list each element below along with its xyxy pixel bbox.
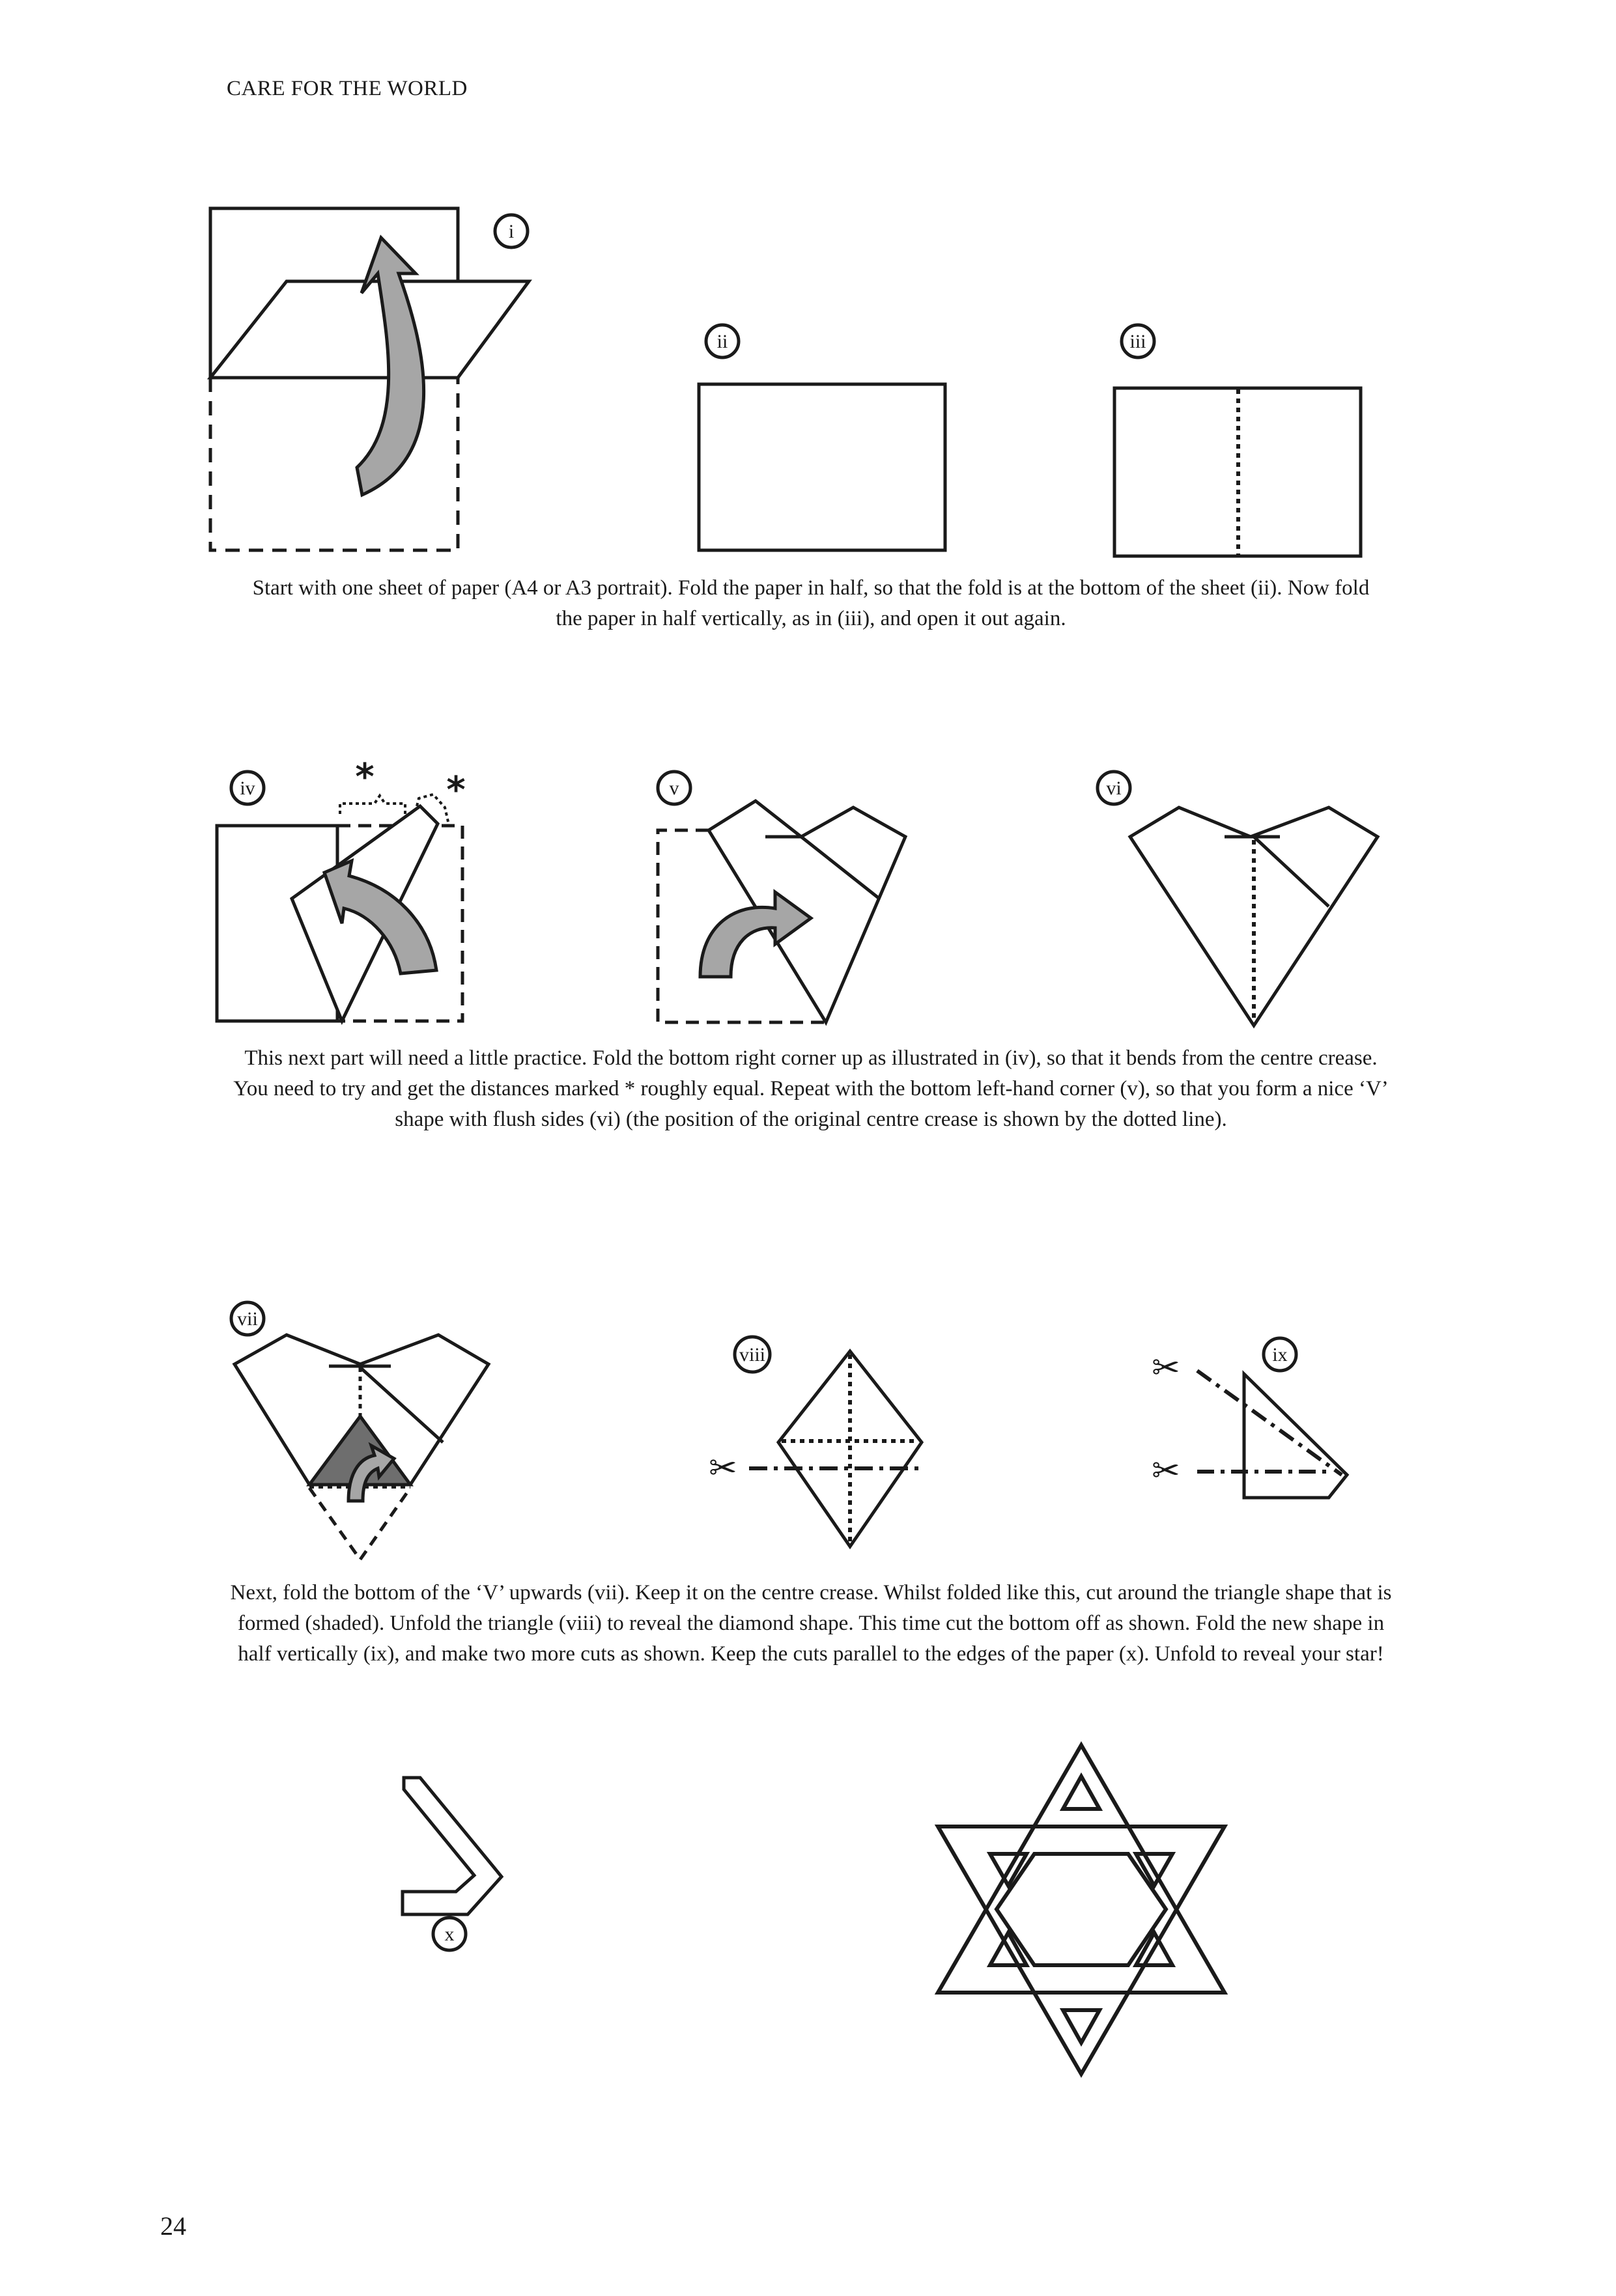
- step-vi-diagram: [1098, 772, 1378, 1026]
- running-head: CARE FOR THE WORLD: [227, 77, 468, 100]
- step-label-x: x: [444, 1924, 455, 1945]
- step-i-diagram: [210, 208, 529, 550]
- star-centre-hexagon: [997, 1854, 1166, 1965]
- step-vii-diagram: [231, 1302, 489, 1560]
- step-ii-diagram: [699, 325, 945, 550]
- instructions-paragraph-3: Next, fold the bottom of the ‘V’ upwards (vii). Keep it on the centre crease. Whilst folded like this, cut around the triangle shape that is formed (shaded). Unfold the triangle (viii) to reveal the diamond shape. This time cut the bottom off as shown. Fold the new shape in half vertically (ix), and make two more cuts as shown. Keep the cuts parallel to the edges of the paper (x). Unfold to reveal your star!: [230, 1581, 1392, 1666]
- step-label-iv: iv: [240, 777, 255, 799]
- step-label-v: v: [669, 777, 679, 799]
- step-label-ix: ix: [1272, 1344, 1288, 1365]
- step-label-vii: vii: [237, 1308, 258, 1330]
- scissors-icon: ✂: [1152, 1451, 1180, 1491]
- instructions-paragraph-1: Start with one sheet of paper (A4 or A3 portrait). Fold the paper in half, so that the fold is at the bottom of the sheet (ii). Now fold the paper in half vertically, as in (iii), and open it out again.: [252, 576, 1370, 630]
- step-label-iii: iii: [1129, 331, 1146, 352]
- instructions-paragraph-2: This next part will need a little practice. Fold the bottom right corner up as illustrated in (iv), so that it bends from the centre crease. You need to try and get the distances marked * roughly equal. Repeat with the bottom left-hand corner (v), so that you form a nice ‘V’ shape with flush sides (vi) (the position of the original centre crease is shown by the dotted line).: [233, 1046, 1389, 1131]
- step-iv-diagram: [217, 772, 462, 1021]
- distance-bracket: [340, 796, 405, 814]
- step-iii-diagram: [1114, 325, 1361, 556]
- scissors-icon: ✂: [709, 1449, 737, 1488]
- asterisk-mark: *: [446, 769, 466, 811]
- step-label-vi: vi: [1106, 777, 1122, 799]
- step-v-diagram: [658, 772, 905, 1022]
- star-triangle-down: [938, 1827, 1225, 2074]
- step-label-i: i: [508, 221, 515, 242]
- step-label-ii: ii: [716, 331, 728, 352]
- folding-flap: [210, 281, 529, 378]
- step-viii-diagram: [735, 1337, 925, 1547]
- star-of-david-icon: [938, 1745, 1225, 2074]
- page-number: 24: [160, 2211, 186, 2241]
- star-triangle-up: [938, 1745, 1225, 1993]
- star-cutout: [1063, 2010, 1099, 2043]
- step-label-viii: viii: [739, 1344, 766, 1365]
- star-cutout: [1063, 1776, 1099, 1809]
- scissors-icon: ✂: [1152, 1349, 1180, 1388]
- cut-strip-shape: [403, 1778, 502, 1914]
- asterisk-mark: *: [355, 756, 375, 798]
- half-diamond-shape: [1244, 1374, 1347, 1498]
- folded-paper: [699, 384, 945, 550]
